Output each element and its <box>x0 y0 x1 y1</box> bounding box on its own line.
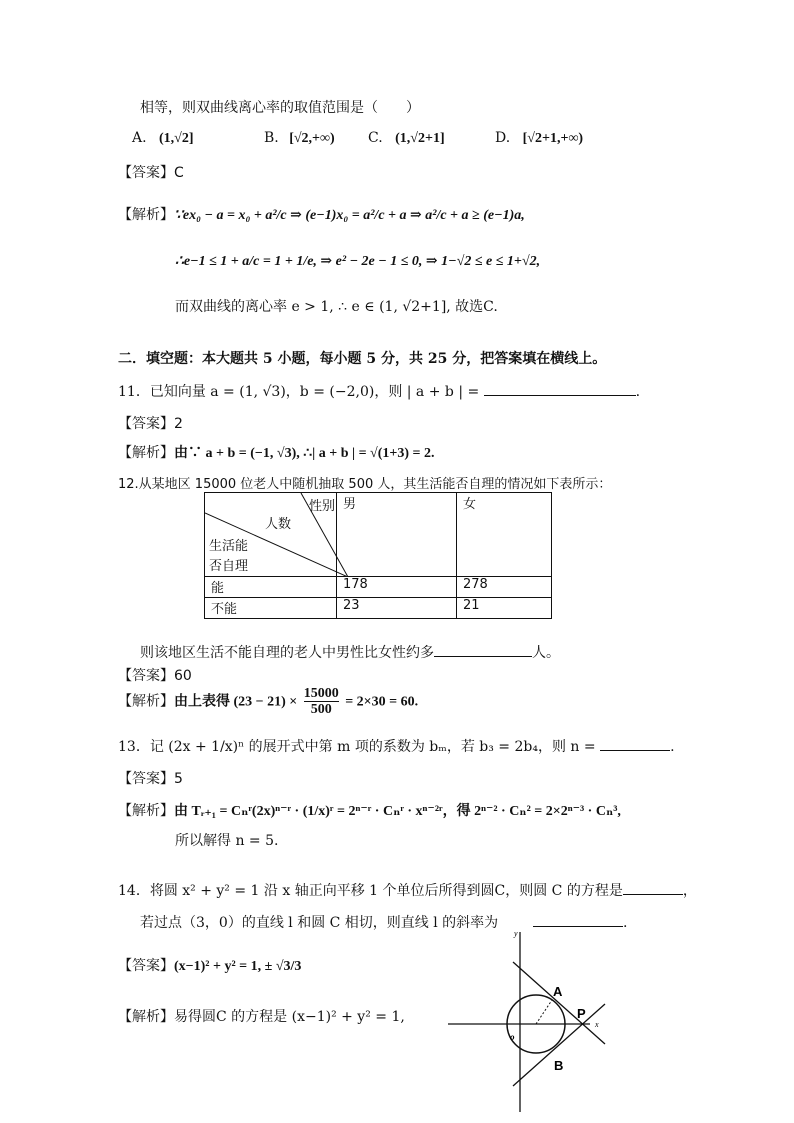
analysis-label: 【解析】 <box>118 1009 174 1025</box>
analysis-text-tail: = 2×30 = 60. <box>345 694 419 710</box>
origin-label: o <box>510 1032 515 1042</box>
column-header-male: 男 <box>337 493 457 577</box>
section-heading: 二．填空题：本大题共 5 小题，每小题 5 分，共 25 分，把答案填在横线上。 <box>118 351 607 367</box>
option-label: C. <box>368 130 383 146</box>
analysis-text: 而双曲线的离心率 e > 1, ∴ e ∈ (1, √2+1], 故选C. <box>175 299 498 315</box>
header-self-line1: 生活能 <box>209 539 249 554</box>
answer-value: 60 <box>174 668 192 684</box>
answer-blank <box>484 381 636 396</box>
question-text: 若过点（3，0）的直线 l 和圆 C 相切，则直线 l 的斜率为 <box>140 915 499 931</box>
header-self-line2: 否自理 <box>209 559 249 574</box>
analysis-text: 易得圆C 的方程是 (x−1)² + y² = 1, <box>174 1009 405 1025</box>
q13-analysis-line2 <box>175 830 278 850</box>
q10-analysis-line2 <box>175 253 540 270</box>
q12-question <box>140 642 560 662</box>
table-row <box>205 598 552 619</box>
header-count: 人数 <box>265 517 292 532</box>
answer-blank <box>600 736 670 751</box>
option-value: [√2,+∞) <box>289 131 335 146</box>
analysis-text: 由 Tᵣ₊₁ = Cₙʳ(2x)ⁿ⁻ʳ · (1/x)ʳ = 2ⁿ⁻ʳ · Cₙʳ · xⁿ⁻²ʳ，得 2ⁿ⁻² · Cₙ² = 2×2ⁿ⁻³ · Cₙ³, <box>174 804 621 819</box>
row-label: 不能 <box>205 598 337 619</box>
cell-male: 23 <box>337 598 457 619</box>
q10-answer <box>118 162 184 182</box>
radius-dashed <box>536 1000 552 1024</box>
question-suffix: 人。 <box>532 645 560 661</box>
option-value: (1,√2+1] <box>395 131 445 146</box>
q10-option-b <box>264 130 335 147</box>
q12-stem: 12.从某地区 15000 位老人中随机抽取 500 人，其生活能否自理的情况如下表所示： <box>118 477 612 492</box>
q13-analysis-line1 <box>118 800 621 820</box>
answer-blank <box>623 880 683 895</box>
q14-analysis <box>118 1006 405 1026</box>
cell-female: 278 <box>457 577 552 598</box>
tangent-line-upper <box>513 962 605 1044</box>
q10-analysis-line3 <box>175 296 498 316</box>
table-row <box>205 577 552 598</box>
option-label: B. <box>264 130 279 146</box>
point-a-label: A <box>553 984 563 999</box>
q11-analysis <box>118 442 435 462</box>
analysis-fraction <box>304 686 339 717</box>
analysis-label: 【解析】 <box>118 693 174 710</box>
fraction-denominator: 500 <box>304 701 339 717</box>
analysis-text: 由上表得 (23 − 21) × <box>174 694 298 710</box>
table-header-diagonal-cell <box>205 493 337 577</box>
answer-value: 2 <box>174 416 183 432</box>
fraction-numerator: 15000 <box>303 686 339 701</box>
analysis-text: 由∵ a + b = (−1, √3), ∴| a + b | = √(1+3) = 2. <box>174 446 435 461</box>
answer-value: 5 <box>174 771 183 787</box>
question-text: 11．已知向量 a = (1, √3)，b = (−2,0)，则 | a + b | = <box>118 384 480 400</box>
header-gender: 性别 <box>309 499 336 514</box>
answer-label: 【答案】 <box>118 668 174 684</box>
answer-label: 【答案】 <box>118 958 174 974</box>
question-suffix: . <box>623 915 628 931</box>
analysis-text: ∵ex₀ − a = x₀ + a²/c ⇒ (e−1)x₀ = a²/c + a ⇒ a²/c + a ≥ (e−1)a, <box>174 208 525 223</box>
column-header-female: 女 <box>457 493 552 577</box>
x-axis-label: x <box>595 1020 599 1029</box>
answer-blank <box>434 642 532 657</box>
analysis-label: 【解析】 <box>118 803 174 819</box>
q10-option-d <box>495 130 583 147</box>
point-b-label: B <box>554 1058 564 1073</box>
q14-answer <box>118 955 301 975</box>
q12-answer <box>118 665 192 685</box>
question-text: 则该地区生活不能自理的老人中男性比女性约多 <box>140 645 434 661</box>
question-text: 14．将圆 x² + y² = 1 沿 x 轴正向平移 1 个单位后所得到圆C，则圆 C 的方程是 <box>118 883 623 899</box>
q10-analysis-line1 <box>118 204 525 224</box>
data-table <box>204 492 552 619</box>
q10-option-a <box>132 130 194 147</box>
q10-option-c <box>368 130 445 147</box>
question-text: 13．记 (2x + 1/x)ⁿ 的展开式中第 m 项的系数为 bₘ，若 b₃ = 2b₄，则 n = <box>118 739 596 755</box>
answer-label: 【答案】 <box>118 165 174 181</box>
q13-stem: 13．记 (2x + 1/x)ⁿ 的展开式中第 m 项的系数为 bₘ，若 b₃ = 2b₄，则 n = . <box>118 736 675 756</box>
analysis-label: 【解析】 <box>118 207 174 223</box>
cell-male: 178 <box>337 577 457 598</box>
analysis-text: ∴e−1 ≤ 1 + a/c = 1 + 1/e, ⇒ e² − 2e − 1 ≤ 0, ⇒ 1−√2 ≤ e ≤ 1+√2, <box>175 254 541 269</box>
y-axis-label: y <box>514 929 518 938</box>
q12-analysis <box>118 686 418 718</box>
q11-stem: 11．已知向量 a = (1, √3)，b = (−2,0)，则 | a + b | = . <box>118 381 640 401</box>
circle-tangent-figure <box>440 920 620 1115</box>
q10-stem: 相等，则双曲线离心率的取值范围是（ ） <box>140 100 420 116</box>
answer-value: (x−1)² + y² = 1, ± √3/3 <box>174 959 302 974</box>
question-suffix: ， <box>682 883 697 899</box>
q11-answer <box>118 413 183 433</box>
answer-label: 【答案】 <box>118 416 174 432</box>
answer-label: 【答案】 <box>118 771 174 787</box>
cell-female: 21 <box>457 598 552 619</box>
option-label: D. <box>495 130 511 146</box>
q14-stem-line1 <box>118 880 697 900</box>
row-label: 能 <box>205 577 337 598</box>
analysis-text: 所以解得 n = 5. <box>175 833 279 849</box>
q13-answer <box>118 768 183 788</box>
option-value: (1,√2] <box>159 131 194 146</box>
tangent-line-lower <box>513 1004 605 1086</box>
point-p-label: P <box>577 1006 586 1021</box>
analysis-label: 【解析】 <box>118 445 174 461</box>
option-label: A. <box>132 130 147 146</box>
answer-value: C <box>174 165 184 181</box>
option-value: [√2+1,+∞) <box>522 131 584 146</box>
